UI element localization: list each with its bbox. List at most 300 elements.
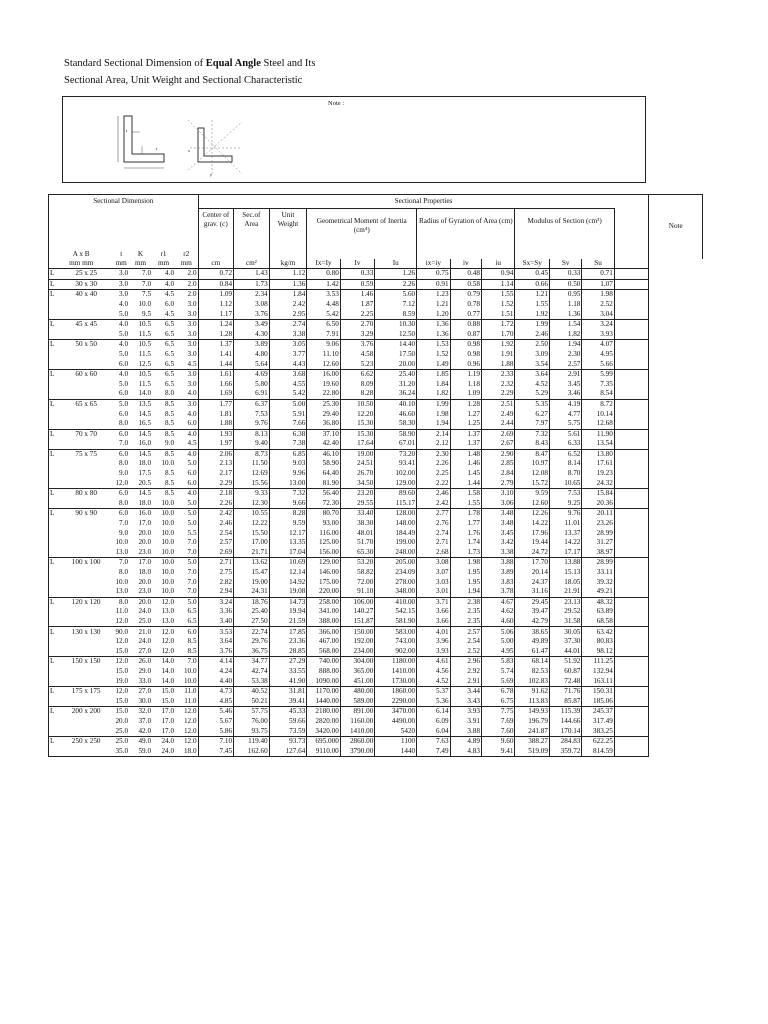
value-cell: 10.5 <box>129 319 152 329</box>
value-cell: 19.44 <box>515 538 550 548</box>
value-cell: 128.00 <box>375 509 417 519</box>
value-cell: 2.74 <box>417 528 450 538</box>
unit-weight-header: Unit Weight <box>269 209 307 260</box>
size-cell <box>59 617 113 627</box>
value-cell: 10.0 <box>115 577 129 586</box>
value-cell: 31.81 <box>269 686 307 696</box>
value-cell: 1.69 <box>198 389 234 399</box>
value-cell: 4.60 <box>481 617 514 627</box>
value-cell: 3.38 <box>269 330 307 340</box>
value-cell: 10.65 <box>549 478 581 488</box>
value-cell: 7.0 <box>175 548 198 558</box>
value-cell: 59.66 <box>269 717 307 727</box>
value-cell: 11.5 <box>138 349 152 358</box>
value-cell: 3.54 <box>515 359 550 369</box>
value-cell: 184.49 <box>375 528 417 538</box>
value-cell: 17.5 <box>138 469 152 478</box>
value-cell: 2.52 <box>450 647 481 657</box>
value-cell: 4.67 <box>481 597 514 607</box>
value-cell: 2.79 <box>481 478 514 488</box>
table-row <box>49 459 703 469</box>
value-cell: 1.26 <box>375 269 417 280</box>
value-cell: 68.14 <box>515 657 550 667</box>
value-cell: 4.61 <box>417 657 450 667</box>
value-cell: 53.20 <box>340 558 375 568</box>
value-cell: 13.88 <box>549 558 581 568</box>
value-cell: 12.08 <box>515 469 550 479</box>
value-cell: 891.00 <box>340 707 375 717</box>
size-cell: 200 x 200 <box>59 707 113 717</box>
type-cell <box>49 528 59 538</box>
value-cell: 58.30 <box>375 419 417 429</box>
table-row <box>49 290 703 300</box>
value-cell: 9.06 <box>307 340 340 350</box>
value-cell: 3.42 <box>481 538 514 548</box>
value-cell: 13.37 <box>549 528 581 538</box>
value-cell: 8.5 <box>152 449 175 459</box>
value-cell: 0.96 <box>450 359 481 369</box>
value-cell: 1.49 <box>417 359 450 369</box>
value-cell: 10.0 <box>115 538 129 547</box>
value-cell: 2.33 <box>481 369 514 379</box>
value-cell: 0.78 <box>450 300 481 310</box>
value-cell: 80.83 <box>582 637 614 647</box>
value-cell: 2180.00 <box>307 707 340 717</box>
sectional-properties-header: Sectional Properties <box>198 195 649 209</box>
value-cell: 205.00 <box>375 558 417 568</box>
value-cell: 5.36 <box>417 697 450 707</box>
value-cell: 3.08 <box>234 300 270 310</box>
value-cell: 151.87 <box>340 617 375 627</box>
note-cell <box>614 676 649 686</box>
value-cell: 1.95 <box>450 577 481 587</box>
value-cell: 10.0 <box>161 547 175 556</box>
value-cell: 27.29 <box>269 657 307 667</box>
value-cell: 1.27 <box>450 409 481 419</box>
value-cell: 383.25 <box>582 726 614 736</box>
value-cell: 0.58 <box>450 279 481 290</box>
value-cell: 2.67 <box>481 439 514 449</box>
value-cell: 0.45 <box>515 269 550 280</box>
value-cell: 2.92 <box>450 667 481 677</box>
value-cell: 10.0 <box>161 528 175 537</box>
value-cell: 0.95 <box>549 290 581 300</box>
value-cell: 19.23 <box>582 469 614 479</box>
value-cell: 12.0 <box>161 646 175 655</box>
value-cell: 3.76 <box>198 647 234 657</box>
value-cell: 10.14 <box>582 409 614 419</box>
value-cell: 48.01 <box>340 528 375 538</box>
value-cell: 13.0 <box>115 587 129 596</box>
value-cell: 1.84 <box>417 380 450 390</box>
type-cell <box>49 676 59 686</box>
value-cell: 7.12 <box>375 300 417 310</box>
value-cell: 6.50 <box>307 319 340 329</box>
value-cell: 3.0 <box>175 350 198 360</box>
value-cell: 12.69 <box>234 469 270 479</box>
value-cell: 33.11 <box>582 568 614 578</box>
value-cell: 8.28 <box>340 389 375 399</box>
value-cell: 622.25 <box>582 736 614 746</box>
type-cell: L <box>49 627 59 637</box>
value-cell: 743.00 <box>375 637 417 647</box>
value-cell: 18.0 <box>138 459 152 468</box>
value-cell: 1.17 <box>198 309 234 319</box>
value-cell: 6.5 <box>165 329 175 338</box>
unit-axb: mm mm <box>49 259 114 269</box>
value-cell: 16.5 <box>138 419 152 428</box>
value-cell: 581.90 <box>375 617 417 627</box>
value-cell: 2.13 <box>198 459 234 469</box>
value-cell: 11.5 <box>138 379 152 388</box>
value-cell: 15.0 <box>152 686 175 696</box>
value-cell: 1170.00 <box>307 686 340 696</box>
value-cell: 5.67 <box>198 717 234 727</box>
page-title <box>64 55 315 89</box>
value-cell: 278.00 <box>375 577 417 587</box>
value-cell: 7.0 <box>175 538 198 548</box>
value-cell: 6.04 <box>417 726 450 736</box>
value-cell: 113.83 <box>515 697 550 707</box>
value-cell: 59.0 <box>129 747 152 757</box>
value-cell: 132.94 <box>582 667 614 677</box>
value-cell: 3.76 <box>234 309 270 319</box>
value-cell: 7.0 <box>175 568 198 578</box>
value-cell: 15.0 <box>161 696 175 705</box>
value-cell: 5.0 <box>175 519 198 529</box>
value-cell: 3.83 <box>481 577 514 587</box>
note-cell <box>614 369 649 379</box>
table-row <box>49 657 703 667</box>
value-cell: 25.30 <box>307 399 340 409</box>
value-cell: 14.22 <box>515 519 550 529</box>
value-cell: 6.38 <box>269 429 307 439</box>
value-cell: 4.0 <box>175 429 198 439</box>
value-cell: 1.46 <box>450 459 481 469</box>
value-cell: 3.45 <box>549 380 581 390</box>
value-cell: 15.0 <box>115 666 129 675</box>
value-cell: 0.94 <box>481 269 514 280</box>
table-row <box>49 330 703 340</box>
value-cell: 14.0 <box>138 389 152 398</box>
unit-iv: Iv <box>340 259 375 269</box>
value-cell: 3.49 <box>234 319 270 329</box>
unit-sx: Sx=Sy <box>515 259 550 269</box>
value-cell: 2.82 <box>198 577 234 587</box>
value-cell: 2.17 <box>198 469 234 479</box>
value-cell: 4.0 <box>152 269 175 280</box>
value-cell: 4.14 <box>198 657 234 667</box>
value-cell: 542.15 <box>375 607 417 617</box>
value-cell: 5.0 <box>119 379 129 388</box>
value-cell: 2.57 <box>549 359 581 369</box>
value-cell: 12.0 <box>175 726 198 736</box>
value-cell: 2.35 <box>450 617 481 627</box>
value-cell: 5420 <box>375 726 417 736</box>
table-row <box>49 528 703 538</box>
value-cell: 1.82 <box>549 330 581 340</box>
value-cell: 10.0 <box>152 558 175 568</box>
value-cell: 11.10 <box>307 350 340 360</box>
value-cell: 6.27 <box>515 409 550 419</box>
value-cell: 1180.00 <box>375 657 417 667</box>
value-cell: 7.49 <box>417 747 450 757</box>
value-cell: 11.01 <box>549 519 581 529</box>
value-cell: 3.46 <box>549 389 581 399</box>
value-cell: 150.31 <box>582 686 614 696</box>
value-cell: 3.0 <box>175 399 198 409</box>
type-cell <box>49 717 59 727</box>
note-cell <box>614 429 649 439</box>
value-cell: 1.92 <box>515 309 550 319</box>
value-cell: 20.14 <box>515 568 550 578</box>
value-cell: 4.95 <box>582 350 614 360</box>
value-cell: 2.69 <box>481 429 514 439</box>
value-cell: 9.0 <box>119 528 129 537</box>
value-cell: 20.0 <box>138 538 152 547</box>
note-cell <box>614 607 649 617</box>
note-cell <box>614 399 649 409</box>
unit-weight: kg/m <box>269 259 307 269</box>
value-cell: 32.0 <box>129 707 152 717</box>
value-cell: 3.04 <box>582 309 614 319</box>
value-cell: 91.10 <box>340 587 375 597</box>
value-cell: 583.00 <box>375 627 417 637</box>
r1-header: r1 <box>160 250 167 258</box>
value-cell: 8.5 <box>175 637 198 647</box>
type-cell: L <box>49 429 59 439</box>
table-row <box>49 389 703 399</box>
value-cell: 1100 <box>375 736 417 746</box>
table-body <box>49 269 703 757</box>
value-cell: 3.66 <box>417 607 450 617</box>
value-cell: 1.55 <box>515 300 550 310</box>
value-cell: 33.40 <box>340 509 375 519</box>
size-cell <box>59 330 113 340</box>
value-cell: 3.96 <box>417 637 450 647</box>
value-cell: 740.00 <box>307 657 340 667</box>
value-cell: 8.5 <box>165 478 175 487</box>
value-cell: 568.00 <box>307 647 340 657</box>
title-line1-post: Steel and Its <box>260 58 316 69</box>
note-cell <box>614 647 649 657</box>
table-row <box>49 726 703 736</box>
value-cell: 102.83 <box>515 676 550 686</box>
value-cell: 37.30 <box>549 637 581 647</box>
value-cell: 1.95 <box>450 568 481 578</box>
value-cell: 1.52 <box>417 350 450 360</box>
value-cell: 6.0 <box>175 419 198 429</box>
type-cell <box>49 617 59 627</box>
table-row <box>49 489 703 499</box>
value-cell: 1.52 <box>481 300 514 310</box>
value-cell: 42.74 <box>234 667 270 677</box>
note-cell <box>614 519 649 529</box>
value-cell: 3.91 <box>450 717 481 727</box>
value-cell: 39.32 <box>582 577 614 587</box>
value-cell: 4.58 <box>340 350 375 360</box>
value-cell: 1440 <box>375 747 417 757</box>
value-cell: 8.09 <box>340 380 375 390</box>
value-cell: 2.75 <box>198 568 234 578</box>
value-cell: 10.5 <box>129 369 152 379</box>
value-cell: 0.50 <box>549 279 581 290</box>
value-cell: 1.12 <box>269 269 307 280</box>
value-cell: 5.0 <box>175 558 198 568</box>
value-cell: 9.59 <box>269 519 307 529</box>
value-cell: 258.00 <box>307 597 340 607</box>
note-cell <box>614 499 649 509</box>
value-cell: 1.73 <box>450 548 481 558</box>
value-cell: 12.0 <box>115 637 129 646</box>
type-cell <box>49 439 59 449</box>
unit-area: cm² <box>234 259 270 269</box>
value-cell: 20.11 <box>582 509 614 519</box>
value-cell: 19.60 <box>307 380 340 390</box>
value-cell: 6.5 <box>165 379 175 388</box>
value-cell: 1.36 <box>417 319 450 329</box>
size-cell: 65 x 65 <box>59 399 113 409</box>
value-cell: 12.26 <box>515 509 550 519</box>
value-cell: 0.79 <box>450 290 481 300</box>
value-cell: 12.68 <box>582 419 614 429</box>
value-cell: 6.0 <box>175 469 198 479</box>
value-cell: 8.54 <box>582 389 614 399</box>
table-row <box>49 538 703 548</box>
value-cell: 234.00 <box>340 647 375 657</box>
note-cell <box>614 747 649 757</box>
title-line1-pre: Standard Sectional Dimension of <box>64 58 206 69</box>
value-cell: 4.48 <box>307 300 340 310</box>
value-cell: 4.52 <box>515 380 550 390</box>
value-cell: 28.85 <box>269 647 307 657</box>
value-cell: 15.0 <box>115 696 129 705</box>
note-cell <box>614 627 649 637</box>
value-cell: 3.88 <box>450 726 481 736</box>
value-cell: 3.68 <box>269 369 307 379</box>
value-cell: 23.26 <box>582 519 614 529</box>
value-cell: 17.0 <box>161 726 175 735</box>
value-cell: 14.0 <box>152 657 175 667</box>
value-cell: 8.43 <box>515 439 550 449</box>
value-cell: 4.73 <box>198 686 234 696</box>
sectional-dimension-header: Sectional Dimension <box>49 195 199 209</box>
svg-text:y: y <box>210 172 212 177</box>
value-cell: 3.64 <box>198 637 234 647</box>
size-cell <box>59 528 113 538</box>
note-cell <box>614 736 649 746</box>
value-cell: 1160.00 <box>340 717 375 727</box>
value-cell: 4.0 <box>113 319 129 329</box>
value-cell: 388.00 <box>307 617 340 627</box>
value-cell: 39.41 <box>269 697 307 707</box>
value-cell: 0.71 <box>582 269 614 280</box>
value-cell: 1.87 <box>340 300 375 310</box>
value-cell: 1.78 <box>450 509 481 519</box>
size-cell: 50 x 50 <box>59 340 113 350</box>
value-cell: 2.30 <box>549 350 581 360</box>
value-cell: 13.00 <box>269 478 307 488</box>
value-cell: 5.61 <box>549 429 581 439</box>
value-cell: 8.73 <box>234 449 270 459</box>
value-cell: 6.37 <box>234 399 270 409</box>
value-cell: 3.48 <box>481 519 514 529</box>
value-cell: 33.0 <box>138 676 152 685</box>
value-cell: 7.66 <box>269 419 307 429</box>
value-cell: 27.50 <box>234 617 270 627</box>
value-cell: 3.05 <box>269 340 307 350</box>
value-cell: 17.0 <box>152 707 175 717</box>
type-cell <box>49 469 59 479</box>
note-cell <box>614 637 649 647</box>
value-cell: 20.0 <box>138 528 152 537</box>
value-cell: 3.45 <box>481 528 514 538</box>
value-cell: 1410.00 <box>375 667 417 677</box>
size-cell <box>59 587 113 597</box>
value-cell: 2.91 <box>450 676 481 686</box>
value-cell: 1.07 <box>582 279 614 290</box>
value-cell: 0.33 <box>549 269 581 280</box>
value-cell: 25.0 <box>115 726 129 735</box>
value-cell: 4.56 <box>417 667 450 677</box>
value-cell: 5.69 <box>481 676 514 686</box>
value-cell: 2.25 <box>417 469 450 479</box>
value-cell: 1.84 <box>269 290 307 300</box>
value-cell: 2.44 <box>481 419 514 429</box>
value-cell: 1.46 <box>340 290 375 300</box>
value-cell: 30.05 <box>549 627 581 637</box>
table-row <box>49 707 703 717</box>
value-cell: 0.77 <box>450 309 481 319</box>
value-cell: 12.20 <box>340 409 375 419</box>
value-cell: 4.89 <box>450 736 481 746</box>
value-cell: 67.01 <box>375 439 417 449</box>
value-cell: 1.54 <box>549 319 581 329</box>
value-cell: 8.14 <box>549 459 581 469</box>
value-cell: 10.0 <box>161 538 175 547</box>
value-cell: 8.59 <box>375 309 417 319</box>
value-cell: 1.72 <box>481 319 514 329</box>
value-cell: 359.72 <box>549 747 581 757</box>
value-cell: 4.0 <box>175 409 198 419</box>
value-cell: 7.38 <box>269 439 307 449</box>
value-cell: 6.5 <box>152 369 175 379</box>
value-cell: 3.08 <box>417 558 450 568</box>
value-cell: 20.00 <box>375 359 417 369</box>
value-cell: 4.0 <box>113 340 129 350</box>
note-cell <box>614 558 649 568</box>
value-cell: 8.0 <box>119 568 129 576</box>
value-cell: 27.0 <box>129 686 152 696</box>
value-cell: 163.11 <box>582 676 614 686</box>
value-cell: 589.00 <box>340 697 375 707</box>
value-cell: 9.0 <box>165 439 175 448</box>
value-cell: 11.50 <box>234 459 270 469</box>
value-cell: 42.40 <box>307 439 340 449</box>
value-cell: 17.0 <box>138 519 152 528</box>
value-cell: 3.53 <box>307 290 340 300</box>
value-cell: 2.49 <box>481 409 514 419</box>
type-cell <box>49 380 59 390</box>
type-cell <box>49 587 59 597</box>
value-cell: 76.00 <box>234 717 270 727</box>
value-cell: 185.06 <box>582 697 614 707</box>
value-cell: 34.50 <box>340 478 375 488</box>
size-cell <box>59 647 113 657</box>
value-cell: 80.70 <box>307 509 340 519</box>
type-cell: L <box>49 399 59 409</box>
value-cell: 2.35 <box>450 607 481 617</box>
